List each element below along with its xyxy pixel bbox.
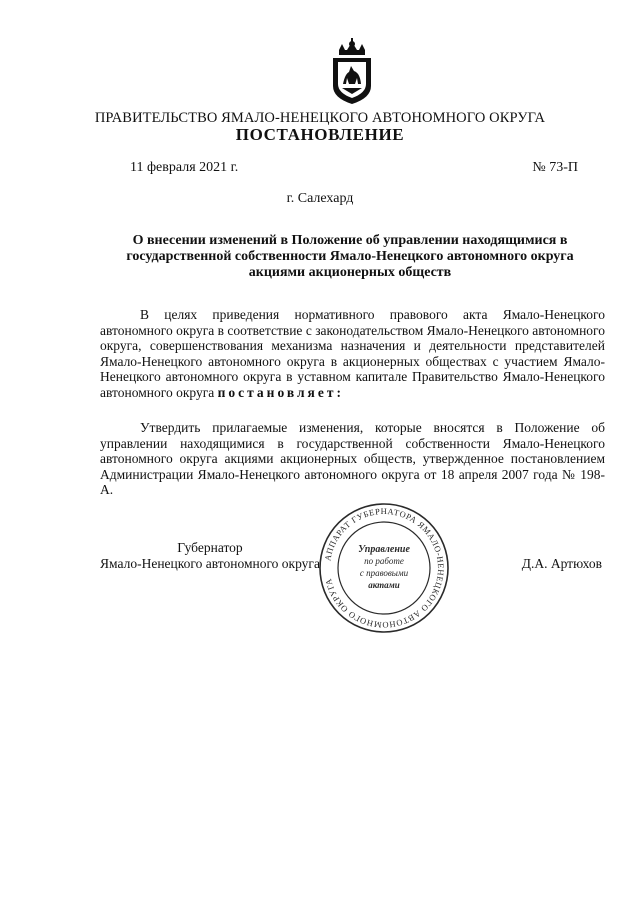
document-type-heading: ПОСТАНОВЛЕНИЕ bbox=[235, 125, 405, 144]
government-title: ПРАВИТЕЛЬСТВО ЯМАЛО-НЕНЕЦКОГО АВТОНОМНОГО ОКРУГА bbox=[94, 110, 546, 126]
document-city: г. Салехард bbox=[286, 191, 354, 206]
document-subject: О внесении изменений в Положение об управлении находящимися в государственной собственности Ямало-Ненецкого автономного округа акциями акционерных обществ bbox=[126, 233, 574, 280]
signatory-name: Д.А. Артюхов bbox=[521, 556, 602, 571]
stamp-center-line-2: по работе bbox=[364, 556, 404, 566]
document-date: 11 февраля 2021 г. bbox=[130, 160, 239, 175]
paragraph-2-text: Утвердить прилагаемые изменения, которые вносятся в Положение об управлении находящимися в государственной собственности Ямало-Ненецкого автономного округа акциями акционерных обществ, утвержденное постановлением Администрации Ямало-Ненецкого автономного округа от 18 апреля 2007 года № 198-А. bbox=[100, 420, 605, 497]
body-paragraph-2 bbox=[100, 420, 605, 498]
resolution-keyword: постановляет: bbox=[217, 384, 344, 400]
stamp-center-line-3: с правовыми bbox=[359, 568, 409, 578]
stamp-center-line-1: Управление bbox=[358, 544, 410, 555]
paragraph-1-text: В целях приведения нормативного правового акта Ямало-Ненецкого автономного округа в соответствие с законодательством Ямало-Ненецкого автономного округа, совершенствования механизма назначения и деятельности представителей Ямало-Ненецкого автономного округа в акционерных обществах с участием Ямало-Ненецкого автономного округа в уставном капитале Правительство Ямало-Ненецкого автономного округа bbox=[100, 307, 605, 400]
official-stamp bbox=[316, 500, 452, 636]
signatory-position-line-1: Губернатор bbox=[177, 540, 243, 555]
signatory-position bbox=[100, 540, 320, 572]
stamp-center-line-4: актами bbox=[368, 580, 400, 590]
crown-icon bbox=[339, 38, 365, 55]
stamp-ring-text: АППАРАТ ГУБЕРНАТОРА ЯМАЛО-НЕНЕЦКОГО АВТОНОМНОГО ОКРУГА bbox=[322, 505, 447, 631]
document-number: № 73-П bbox=[532, 160, 578, 175]
body-paragraph-1 bbox=[100, 307, 605, 400]
signatory-position-line-2: Ямало-Ненецкого автономного округа bbox=[100, 556, 320, 571]
coat-of-arms-emblem bbox=[327, 38, 377, 108]
shield-icon bbox=[333, 58, 371, 104]
